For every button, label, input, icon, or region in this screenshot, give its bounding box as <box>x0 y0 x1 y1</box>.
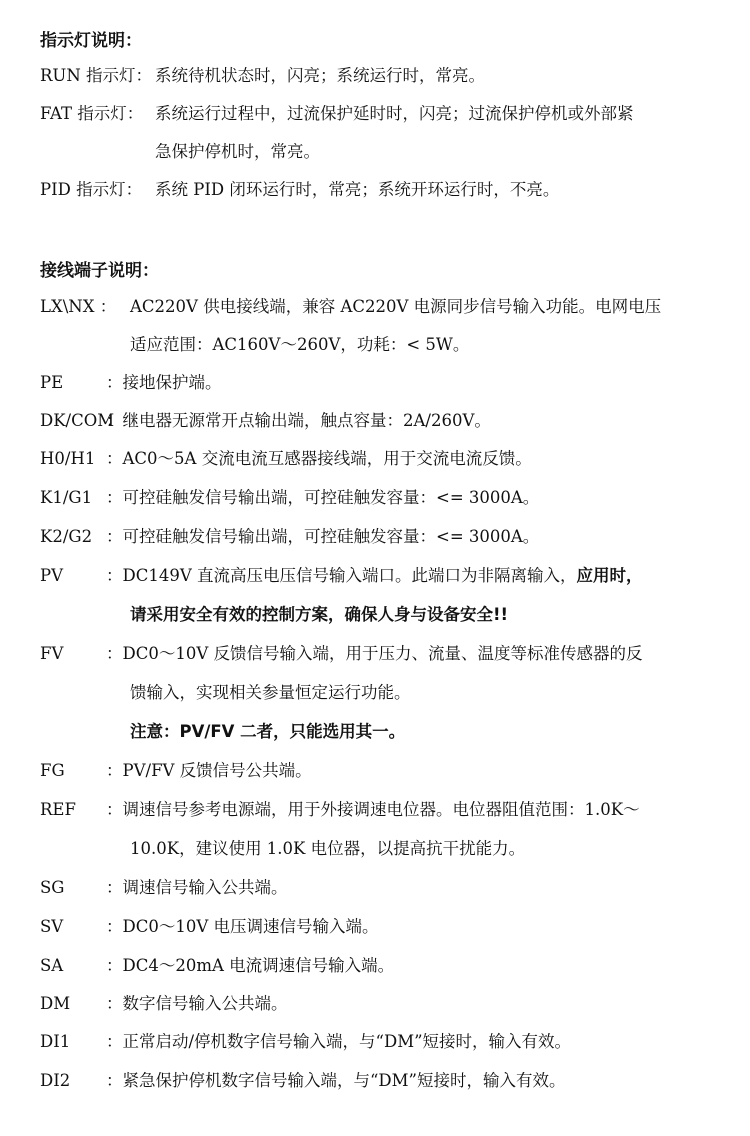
terminal-item-sv <box>40 913 740 941</box>
indicator-label: PID 指示灯： <box>40 180 143 199</box>
terminal-text: ：可控硅触发信号输出端，可控硅触发容量：<= 3000A。 <box>106 527 540 546</box>
terminal-text: ：调速信号参考电源端，用于外接调速电位器。电位器阻值范围：1.0K～ <box>106 800 640 819</box>
terminal-item-fv <box>40 640 740 668</box>
terminal-label: DI2 <box>40 1071 71 1090</box>
terminal-label: REF <box>40 800 76 819</box>
terminal-item-pv <box>40 562 740 590</box>
terminal-item-pe <box>40 369 740 397</box>
terminals-heading: 接线端子说明： <box>40 261 159 281</box>
terminal-label: PE <box>40 373 64 392</box>
terminal-label: SV <box>40 917 64 936</box>
terminal-item-di2 <box>40 1067 740 1095</box>
terminal-label: DM <box>40 994 71 1013</box>
terminal-item-sa <box>40 952 740 980</box>
indicator-heading: 指示灯说明： <box>40 31 142 51</box>
indicator-text: 系统待机状态时，闪亮；系统运行时，常亮。 <box>155 66 485 85</box>
indicator-text-continued: 急保护停机时，常亮。 <box>155 142 320 161</box>
terminal-label: H0/H1 <box>40 449 96 468</box>
terminal-text: ：正常启动/停机数字信号输入端，与“DM”短接时，输入有效。 <box>106 1032 572 1051</box>
terminal-label: FG <box>40 761 65 780</box>
terminal-text-continued: 适应范围：AC160V～260V，功耗：< 5W。 <box>130 335 470 354</box>
terminal-label: LX\NX ： <box>40 297 117 316</box>
terminal-text: ：紧急保护停机数字信号输入端，与“DM”短接时，输入有效。 <box>106 1071 566 1090</box>
terminal-label: K2/G2 <box>40 527 93 546</box>
terminal-text: ：DC4～20mA 电流调速信号输入端。 <box>106 956 395 975</box>
terminal-item-di1 <box>40 1028 740 1056</box>
indicator-item-fat <box>40 100 740 128</box>
terminal-text-continued: 馈输入，实现相关参量恒定运行功能。 <box>130 683 411 702</box>
terminal-label: FV <box>40 644 64 663</box>
terminal-text: AC220V 供电接线端，兼容 AC220V 电源同步信号输入功能。电网电压 <box>130 297 662 316</box>
terminal-item-k2g2 <box>40 523 740 551</box>
terminal-label: K1/G1 <box>40 488 93 507</box>
terminal-item-dkcom <box>40 407 740 435</box>
terminal-label: PV <box>40 566 64 585</box>
indicator-text: 系统运行过程中，过流保护延时时，闪亮；过流保护停机或外部紧 <box>155 104 634 123</box>
terminal-item-lxnx <box>40 293 740 321</box>
safety-warning: 请采用安全有效的控制方案，确保人身与设备安全!! <box>130 605 509 624</box>
terminal-item-dm <box>40 990 740 1018</box>
terminal-text <box>106 562 643 590</box>
terminal-text: ：继电器无源常开点输出端，触点容量：2A/260V。 <box>106 411 491 430</box>
terminal-text: ：接地保护端。 <box>106 373 222 392</box>
terminal-text: ：AC0～5A 交流电流互感器接线端，用于交流电流反馈。 <box>106 449 532 468</box>
terminal-label: DI1 <box>40 1032 71 1051</box>
indicator-item-pid <box>40 176 740 204</box>
terminal-item-ref <box>40 796 740 824</box>
terminal-text: ：DC0～10V 反馈信号输入端，用于压力、流量、温度等标准传感器的反 <box>106 644 643 663</box>
terminal-item-k1g1 <box>40 484 740 512</box>
terminal-text: ：可控硅触发信号输出端，可控硅触发容量：<= 3000A。 <box>106 488 540 507</box>
note-warning: 注意：PV/FV 二者，只能选用其一。 <box>130 722 406 741</box>
indicator-text: 系统 PID 闭环运行时，常亮；系统开环运行时，不亮。 <box>155 180 560 199</box>
terminal-item-h0h1 <box>40 445 740 473</box>
terminal-label: SG <box>40 878 65 897</box>
indicator-item-run <box>40 62 740 90</box>
terminal-text: ：DC0～10V 电压调速信号输入端。 <box>106 917 379 936</box>
terminal-item-sg <box>40 874 740 902</box>
terminal-item-fg <box>40 757 740 785</box>
terminal-text-warning: 应用时， <box>576 566 643 585</box>
terminal-text: ：PV/FV 反馈信号公共端。 <box>106 761 312 780</box>
terminal-text: ：数字信号输入公共端。 <box>106 994 288 1013</box>
terminal-text-normal: ：DC149V 直流高压电压信号输入端口。此端口为非隔离输入， <box>106 566 577 585</box>
terminal-label: SA <box>40 956 64 975</box>
indicator-label: FAT 指示灯： <box>40 104 144 123</box>
indicator-label: RUN 指示灯： <box>40 66 153 85</box>
terminal-label: DK/COM <box>40 411 115 430</box>
terminal-text-continued: 10.0K，建议使用 1.0K 电位器，以提高抗干扰能力。 <box>130 839 526 858</box>
terminal-text: ：调速信号输入公共端。 <box>106 878 288 897</box>
